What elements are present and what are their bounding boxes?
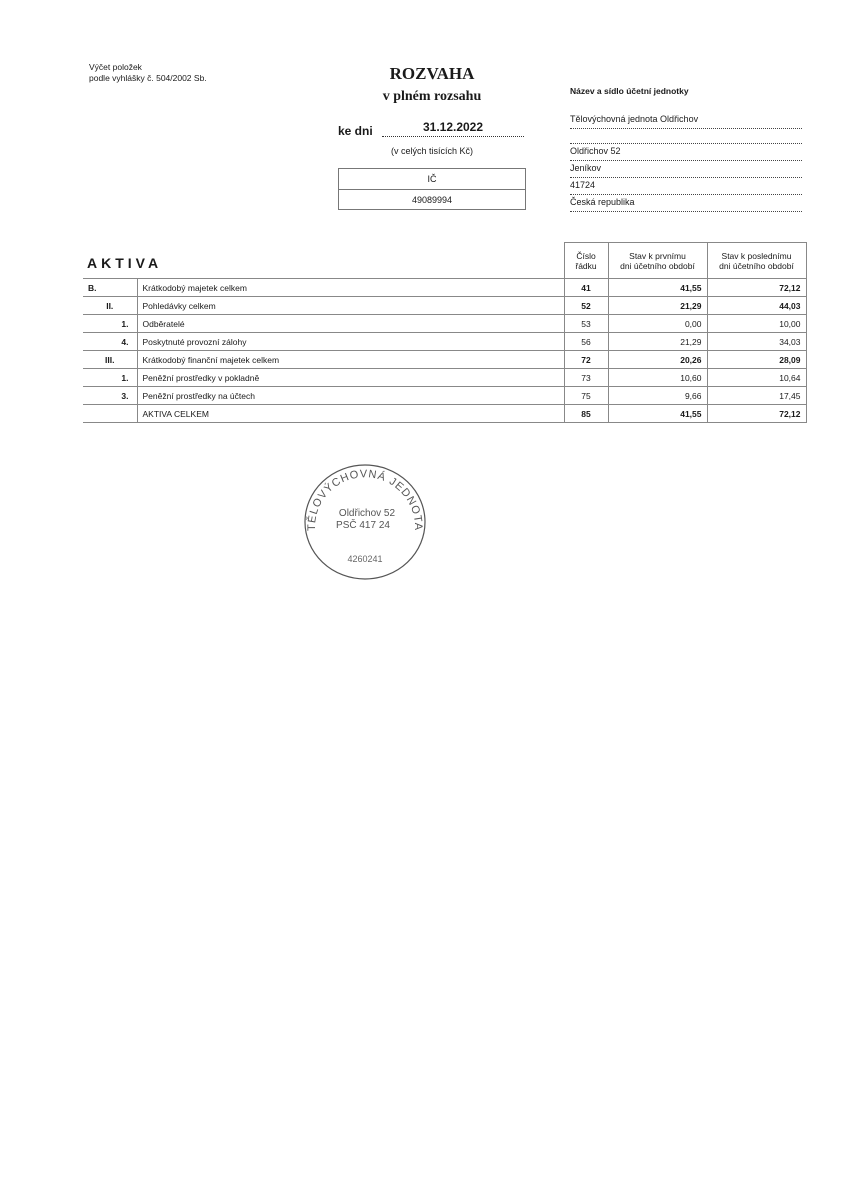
row-line-no: 85	[564, 405, 608, 423]
header-code	[83, 243, 137, 279]
entity-title: Název a sídlo účetní jednotky	[570, 86, 689, 96]
row-label: AKTIVA CELKEM	[137, 405, 564, 423]
row-last-value: 17,45	[707, 387, 806, 405]
entity-line-zip: 41724	[570, 178, 802, 195]
stamp-line-1: Oldřichov 52	[338, 508, 396, 519]
row-last-value: 28,09	[707, 351, 806, 369]
entity-lines	[570, 112, 802, 212]
row-label: Odběratelé	[137, 315, 564, 333]
row-code: 1.	[83, 369, 137, 387]
row-line-no: 53	[564, 315, 608, 333]
entity-line-country: Česká republika	[570, 195, 802, 212]
row-code: B.	[83, 279, 137, 297]
header-line-no: Číslo řádku	[564, 243, 608, 279]
row-code: 4.	[83, 333, 137, 351]
table-row	[83, 279, 806, 297]
header-label	[137, 243, 564, 279]
row-line-no: 75	[564, 387, 608, 405]
stamp-graphic	[303, 463, 427, 581]
ico-label: IČ	[427, 174, 437, 184]
row-line-no: 41	[564, 279, 608, 297]
entity-line-city: Jeníkov	[570, 161, 802, 178]
row-last-value: 72,12	[707, 279, 806, 297]
table-row	[83, 351, 806, 369]
balance-table	[83, 242, 807, 423]
row-last-value: 10,00	[707, 315, 806, 333]
row-code: II.	[83, 297, 137, 315]
section-label: AKTIVA	[87, 255, 163, 271]
row-first-value: 9,66	[608, 387, 707, 405]
row-label: Peněžní prostředky na účtech	[137, 387, 564, 405]
row-code: 1.	[83, 315, 137, 333]
date-value: 31.12.2022	[382, 120, 524, 137]
row-label: Krátkodobý majetek celkem	[137, 279, 564, 297]
entity-line-name: Tělovýchovná jednota Oldřichov	[570, 112, 802, 129]
row-last-value: 44,03	[707, 297, 806, 315]
row-label: Peněžní prostředky v pokladně	[137, 369, 564, 387]
entity-line-blank	[570, 129, 802, 144]
table-row	[83, 315, 806, 333]
row-first-value: 41,55	[608, 279, 707, 297]
table-row	[83, 369, 806, 387]
row-first-value: 0,00	[608, 315, 707, 333]
row-line-no: 52	[564, 297, 608, 315]
row-first-value: 20,26	[608, 351, 707, 369]
row-first-value: 10,60	[608, 369, 707, 387]
row-code: 3.	[83, 387, 137, 405]
stamp-ring-text: TĚLOVÝCHOVNÁ JEDNOTA	[305, 468, 425, 532]
header-last: Stav k poslednímu dni účetního období	[707, 243, 806, 279]
row-last-value: 72,12	[707, 405, 806, 423]
table-row	[83, 405, 806, 423]
stamp-line-2: PSČ 417 24	[336, 520, 390, 531]
date-label: ke dni	[338, 124, 373, 138]
row-label: Pohledávky celkem	[137, 297, 564, 315]
table-row	[83, 333, 806, 351]
table-row	[83, 297, 806, 315]
document-title: ROZVAHA	[389, 64, 475, 83]
row-line-no: 72	[564, 351, 608, 369]
official-stamp	[303, 463, 427, 581]
ico-value: 49089994	[339, 189, 525, 210]
units-note: (v celých tisících Kč)	[390, 146, 473, 156]
stamp-number: 4260241	[347, 554, 383, 564]
row-code	[83, 405, 137, 423]
row-line-no: 73	[564, 369, 608, 387]
row-first-value: 21,29	[608, 333, 707, 351]
row-last-value: 34,03	[707, 333, 806, 351]
ico-box	[338, 168, 526, 210]
row-first-value: 21,29	[608, 297, 707, 315]
entity-line-street: Oldřichov 52	[570, 144, 802, 161]
legal-note-line-2: podle vyhlášky č. 504/2002 Sb.	[89, 73, 207, 83]
row-last-value: 10,64	[707, 369, 806, 387]
row-label: Poskytnuté provozní zálohy	[137, 333, 564, 351]
table-row	[83, 387, 806, 405]
row-line-no: 56	[564, 333, 608, 351]
row-code: III.	[83, 351, 137, 369]
legal-note-line-1: Výčet položek	[89, 62, 142, 72]
row-label: Krátkodobý finanční majetek celkem	[137, 351, 564, 369]
document-subtitle: v plném rozsahu	[382, 89, 482, 104]
row-first-value: 41,55	[608, 405, 707, 423]
legal-note	[89, 62, 207, 84]
table-header-row	[83, 243, 806, 279]
header-first: Stav k prvnímu dni účetního období	[608, 243, 707, 279]
